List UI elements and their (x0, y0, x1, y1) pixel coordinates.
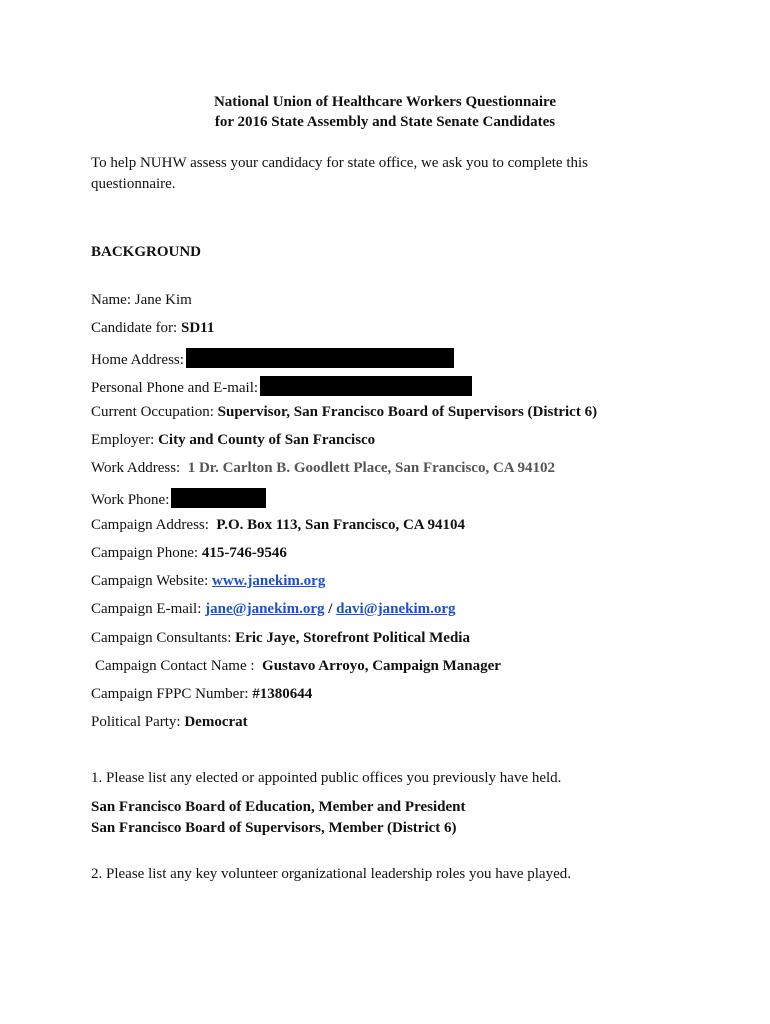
work-phone-field (91, 488, 266, 509)
email-separator: / (328, 601, 333, 617)
fppc-label: Campaign FPPC Number: (91, 686, 249, 702)
campaign-address-field (91, 517, 465, 534)
work-phone-label: Work Phone: (91, 492, 170, 508)
party-field (91, 714, 248, 731)
campaign-address-value: P.O. Box 113, San Francisco, CA 94104 (216, 517, 466, 533)
campaign-email-field (91, 601, 456, 618)
redaction-bar (186, 348, 454, 368)
answer-1-line-2: San Francisco Board of Supervisors, Member (District 6) (91, 820, 457, 836)
title-line-1: National Union of Healthcare Workers Questionnaire (213, 94, 557, 110)
consultants-value: Eric Jaye, Storefront Political Media (235, 630, 470, 646)
occupation-label: Current Occupation: (91, 404, 214, 420)
section-heading-background: BACKGROUND (91, 244, 202, 260)
campaign-address-label: Campaign Address: (91, 517, 209, 533)
personal-phone-field (91, 376, 472, 397)
campaign-website-link[interactable]: www.janekim.org (212, 573, 326, 589)
work-address-label: Work Address: (91, 460, 181, 476)
fppc-field (91, 686, 312, 703)
employer-label: Employer: (91, 432, 155, 448)
campaign-website-label: Campaign Website: (91, 573, 209, 589)
campaign-phone-label: Campaign Phone: (91, 545, 199, 561)
campaign-website-field (91, 573, 325, 590)
campaign-phone-value: 415-746-9546 (201, 545, 287, 561)
employer-value: City and County of San Francisco (158, 432, 376, 448)
consultants-field (91, 630, 470, 647)
question-2: 2. Please list any key volunteer organizational leadership roles you have played. (91, 866, 571, 882)
redaction-bar (171, 488, 266, 508)
candidate-label: Candidate for: (91, 320, 178, 336)
occupation-field (91, 404, 597, 421)
campaign-email-link-2[interactable]: davi@janekim.org (336, 601, 456, 617)
candidate-value: SD11 (180, 320, 215, 336)
consultants-label: Campaign Consultants: (91, 630, 232, 646)
question-1: 1. Please list any elected or appointed public offices you previously have held. (91, 770, 562, 786)
contact-name-field (95, 658, 501, 675)
home-address-field (91, 348, 454, 369)
name-label: Name: Jane Kim (91, 292, 192, 308)
candidate-field (91, 320, 214, 337)
fppc-value: #1380644 (252, 686, 313, 702)
campaign-email-link-1[interactable]: jane@janekim.org (205, 601, 325, 617)
name-field (91, 292, 192, 309)
campaign-phone-field (91, 545, 287, 562)
party-value: Democrat (184, 714, 248, 730)
intro-paragraph: To help NUHW assess your candidacy for state office, we ask you to complete this questionnaire. (91, 155, 589, 192)
occupation-value: Supervisor, San Francisco Board of Supervisors (District 6) (217, 404, 598, 420)
answer-1-line-1: San Francisco Board of Education, Member and President (91, 799, 466, 815)
party-label: Political Party: (91, 714, 181, 730)
personal-phone-label: Personal Phone and E-mail: (91, 380, 259, 396)
title-line-2: for 2016 State Assembly and State Senate Candidates (214, 114, 556, 130)
contact-name-value: Gustavo Arroyo, Campaign Manager (262, 658, 501, 674)
work-address-value: 1 Dr. Carlton B. Goodlett Place, San Francisco, CA 94102 (187, 460, 556, 476)
campaign-email-label: Campaign E-mail: (91, 601, 202, 617)
home-address-label: Home Address: (91, 352, 184, 368)
work-address-field (91, 460, 555, 477)
redaction-bar (260, 376, 472, 396)
contact-name-label: Campaign Contact Name : (95, 658, 255, 674)
employer-field (91, 432, 375, 449)
